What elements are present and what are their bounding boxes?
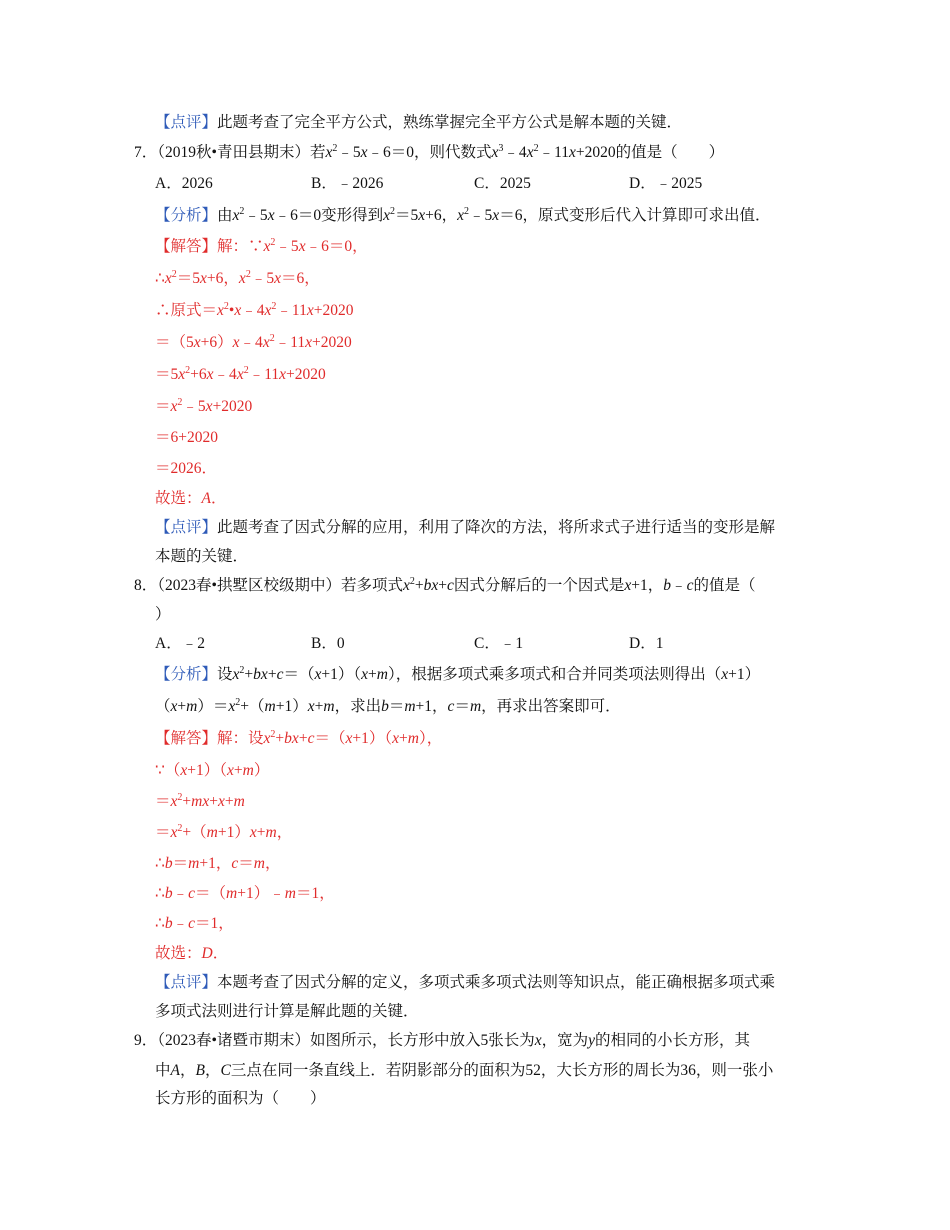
q9-stem-text-1: 如图所示，长方形中放入5张长为x，宽为y的相同的小长方形，其 xyxy=(309,1032,751,1049)
q7-option-c: C．2025 xyxy=(474,175,531,192)
q7-option-d: D．﹣2025 xyxy=(629,175,703,192)
q8-solution-line-8: 故选：D． xyxy=(155,945,229,962)
q7-solution-line-5: $=5x^2+6x﹣4x^2﹣11x+2020$ xyxy=(155,365,326,383)
q7-option-b: B．﹣2026 xyxy=(311,175,384,192)
q8-solution-line-1 xyxy=(155,729,442,749)
q8-source: （2023春•拱墅区校级期中） xyxy=(157,577,341,594)
q8-solution-line-5: ∴b＝m+1，c＝m， xyxy=(155,855,281,872)
analysis-tag: 【分析】 xyxy=(155,207,218,224)
q7-solution-line-7: ＝6+2020 xyxy=(155,429,218,446)
q8-solution-line-7: ∴b﹣c＝1， xyxy=(155,915,234,932)
q8-analysis-text-1: 设$x^2+bx+c=(x+1)(x+m)$，根据多项式乘多项式和合并同类项法则得出（x+1） xyxy=(217,665,761,683)
q9-source: （2023春•诸暨市期末） xyxy=(157,1032,310,1049)
q7-solution-line-8: ＝2026． xyxy=(155,460,218,477)
q7-solution-line-3: ∴原式$=x^2•x﹣4x^2﹣11x+2020$ xyxy=(155,301,354,319)
q7-solution-line-2: $\therefore x^2=5x+6$，$x^2﹣5x=6$， xyxy=(155,269,320,287)
q8-option-b: B．0 xyxy=(311,635,345,652)
q8-option-c: C．﹣1 xyxy=(474,635,524,652)
q7-solution-line-9: 故选：A． xyxy=(155,490,227,507)
q7-analysis xyxy=(155,206,770,226)
q9-number: 9． xyxy=(134,1032,158,1049)
q8-number: 8． xyxy=(134,577,158,594)
q7-option-a: A．2026 xyxy=(155,175,213,192)
q8-solution-text-1: 解：设$x^2+bx+c=(x+1)(x+m)$， xyxy=(217,729,443,747)
q8-review-line-1 xyxy=(155,973,775,993)
q7-analysis-text: 由$x^2﹣5x﹣6=0$变形得到$x^2=5x+6$，$x^2﹣5x=6$，原式变形后代入计算即可求出值． xyxy=(217,206,771,224)
q7-number: 7． xyxy=(134,144,158,161)
q8-option-d: D．1 xyxy=(629,635,664,652)
q8-analysis-line-2: $(x+m)=x^2+(m+1)x+m$，求出b＝m+1，c＝m，再求出答案即可． xyxy=(155,697,621,715)
solution-tag: 【解答】 xyxy=(155,730,218,747)
q7-review-text-1: 此题考查了因式分解的应用，利用了降次的方法，将所求式子进行适当的变形是解 xyxy=(217,519,776,536)
q7-review-line-1 xyxy=(155,518,775,538)
q7-stem xyxy=(134,143,724,163)
q7-solution-text-1: 解：$\because x^2﹣5x﹣6=0$， xyxy=(217,237,368,255)
review-tag: 【点评】 xyxy=(155,114,218,131)
q9-stem-line-3: 长方形的面积为（ ） xyxy=(155,1090,326,1107)
q7-stem-text: 若$x^2﹣5x﹣6=0$，则代数式$x^3﹣4x^2﹣11x+2020$的值是（ ） xyxy=(309,143,725,161)
q8-review-line-2: 多项式法则进行计算是解此题的关键． xyxy=(155,1003,419,1020)
review-tag: 【点评】 xyxy=(155,519,218,536)
q8-stem-line-2: ） xyxy=(155,606,171,623)
q8-solution-line-6: ∴b﹣c＝（m+1）﹣m＝1， xyxy=(155,885,335,902)
q7-source: （2019秋•青田县期末） xyxy=(157,144,310,161)
q8-stem xyxy=(134,576,755,596)
q8-solution-line-3: $=x^2+mx+x+m$ xyxy=(155,792,245,810)
analysis-tag: 【分析】 xyxy=(155,666,218,683)
top-review-text: 此题考查了完全平方公式，熟练掌握完全平方公式是解本题的关键． xyxy=(217,114,683,131)
q7-solution-line-1 xyxy=(155,237,368,257)
q9-stem xyxy=(134,1031,750,1051)
q8-option-a: A．﹣2 xyxy=(155,635,205,652)
q8-stem-text: 若多项式$x^2+bx+c$因式分解后的一个因式是x+1，b﹣c的值是（ xyxy=(340,576,756,594)
review-tag: 【点评】 xyxy=(155,974,218,991)
top-review-line xyxy=(155,113,682,133)
q8-solution-line-4: $=x^2+(m+1)x+m$， xyxy=(155,823,293,841)
q8-analysis-line-1 xyxy=(155,665,760,685)
q9-stem-line-2: 中A，B，C三点在同一条直线上．若阴影部分的面积为52，大长方形的周长为36，则一张小 xyxy=(155,1062,774,1079)
q8-solution-line-2: ∵（x+1）（x+m） xyxy=(155,762,270,779)
q7-solution-line-6: $=x^2﹣5x+2020$ xyxy=(155,397,253,415)
q7-solution-line-4: $=(5x+6)x﹣4x^2﹣11x+2020$ xyxy=(155,333,352,351)
q8-review-text-1: 本题考查了因式分解的定义，多项式乘多项式法则等知识点，能正确根据多项式乘 xyxy=(217,974,776,991)
q7-review-line-2: 本题的关键． xyxy=(155,548,249,565)
solution-tag: 【解答】 xyxy=(155,238,218,255)
